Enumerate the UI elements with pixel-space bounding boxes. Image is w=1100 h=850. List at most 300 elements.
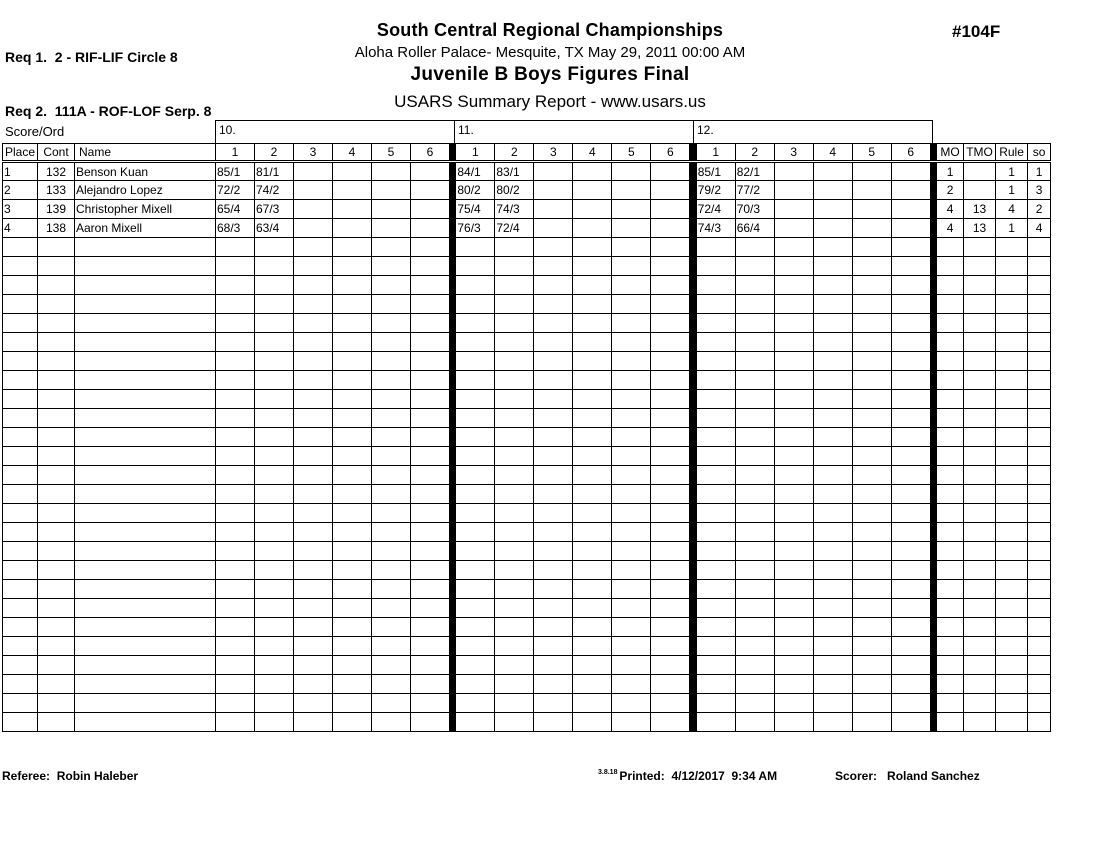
score-cell [651, 618, 690, 637]
score-cell [495, 314, 534, 333]
score-cell [294, 314, 333, 333]
score-cell [651, 409, 690, 428]
score-cell [411, 637, 450, 656]
score-cell [294, 257, 333, 276]
score-cell [456, 466, 495, 485]
score-cell [294, 713, 333, 732]
score-cell [372, 580, 411, 599]
score-cell [891, 181, 930, 200]
score-cell [456, 428, 495, 447]
name-cell [75, 428, 216, 447]
score-cell [411, 333, 450, 352]
rule-cell [996, 447, 1028, 466]
score-cell [852, 428, 891, 447]
judge-col-header: 4 [573, 144, 612, 162]
tmo-cell [964, 162, 996, 181]
mo-cell [937, 637, 964, 656]
score-cell [813, 504, 852, 523]
so-cell [1028, 466, 1051, 485]
tmo-cell [964, 485, 996, 504]
score-cell [735, 580, 774, 599]
score-cell [891, 580, 930, 599]
score-cell [891, 637, 930, 656]
tmo-cell [964, 675, 996, 694]
score-cell [333, 504, 372, 523]
mo-cell [937, 523, 964, 542]
score-cell [255, 295, 294, 314]
score-cell [255, 238, 294, 257]
skater-row [3, 219, 1051, 238]
score-cell [411, 523, 450, 542]
score-cell [696, 409, 735, 428]
score-cell [372, 599, 411, 618]
score-cell [813, 428, 852, 447]
cont-cell [38, 599, 75, 618]
score-cell [852, 637, 891, 656]
cont-cell [38, 409, 75, 428]
score-cell [216, 447, 255, 466]
score-cell [411, 219, 450, 238]
tmo-cell [964, 504, 996, 523]
score-cell [294, 561, 333, 580]
judge-col-header: 2 [495, 144, 534, 162]
score-cell [534, 314, 573, 333]
score-cell [573, 580, 612, 599]
score-cell [774, 599, 813, 618]
cont-cell: 139 [38, 200, 75, 219]
empty-row [3, 675, 1051, 694]
score-cell [612, 504, 651, 523]
requirement-1: Req 1. 2 - RIF-LIF Circle 8 [5, 49, 178, 65]
place-cell [3, 675, 38, 694]
score-cell [612, 181, 651, 200]
score-cell [216, 637, 255, 656]
score-cell [813, 580, 852, 599]
score-cell [651, 542, 690, 561]
score-cell: 76/3 [456, 219, 495, 238]
score-cell [696, 694, 735, 713]
score-cell [612, 409, 651, 428]
score-cell [294, 295, 333, 314]
so-cell [1028, 333, 1051, 352]
cont-cell [38, 257, 75, 276]
score-cell [372, 314, 411, 333]
score-cell [216, 428, 255, 447]
score-cell [735, 257, 774, 276]
score-cell [696, 523, 735, 542]
score-cell [534, 637, 573, 656]
score-cell [456, 675, 495, 694]
score-cell [735, 561, 774, 580]
score-cell [411, 162, 450, 181]
score-cell [813, 295, 852, 314]
score-cell [333, 314, 372, 333]
score-cell [612, 523, 651, 542]
score-cell: 85/1 [216, 162, 255, 181]
score-cell [774, 219, 813, 238]
score-cell [411, 561, 450, 580]
score-cell [852, 257, 891, 276]
score-cell [495, 637, 534, 656]
score-cell [696, 599, 735, 618]
score-cell [735, 371, 774, 390]
cont-cell [38, 428, 75, 447]
tmo-cell [964, 390, 996, 409]
score-cell [216, 390, 255, 409]
so-cell [1028, 523, 1051, 542]
score-cell [735, 352, 774, 371]
score-cell [411, 409, 450, 428]
score-cell [735, 504, 774, 523]
score-cell [651, 162, 690, 181]
score-cell [456, 637, 495, 656]
score-cell: 68/3 [216, 219, 255, 238]
score-cell [813, 561, 852, 580]
tmo-cell [964, 656, 996, 675]
score-cell [495, 466, 534, 485]
rule-cell [996, 390, 1028, 409]
score-cell [852, 200, 891, 219]
score-cell [294, 504, 333, 523]
name-cell [75, 485, 216, 504]
score-cell [411, 504, 450, 523]
score-cell [495, 561, 534, 580]
score-cell [852, 371, 891, 390]
score-cell [294, 200, 333, 219]
score-cell [255, 276, 294, 295]
title-block [0, 20, 1100, 112]
score-cell [495, 257, 534, 276]
score-cell [612, 238, 651, 257]
score-cell [216, 466, 255, 485]
name-cell: Christopher Mixell [75, 200, 216, 219]
so-cell [1028, 694, 1051, 713]
score-cell [774, 295, 813, 314]
cont-cell [38, 238, 75, 257]
score-cell [495, 713, 534, 732]
rule-cell [996, 542, 1028, 561]
score-cell [852, 713, 891, 732]
rule-cell [996, 409, 1028, 428]
score-cell [573, 295, 612, 314]
cont-cell: 138 [38, 219, 75, 238]
event-title: Juvenile B Boys Figures Final [410, 64, 690, 85]
score-cell [651, 580, 690, 599]
score-cell [852, 523, 891, 542]
score-cell: 63/4 [255, 219, 294, 238]
so-cell [1028, 485, 1051, 504]
score-cell [216, 504, 255, 523]
score-cell [852, 618, 891, 637]
score-cell [573, 428, 612, 447]
score-cell [534, 295, 573, 314]
score-cell [411, 257, 450, 276]
score-cell [495, 409, 534, 428]
col-header-mo: MO [937, 144, 964, 162]
so-cell [1028, 314, 1051, 333]
so-cell [1028, 561, 1051, 580]
score-cell [411, 542, 450, 561]
mo-cell [937, 675, 964, 694]
place-cell [3, 485, 38, 504]
score-cell [696, 618, 735, 637]
score-cell [852, 656, 891, 675]
score-cell [651, 504, 690, 523]
score-cell [534, 580, 573, 599]
score-cell [696, 371, 735, 390]
empty-row [3, 694, 1051, 713]
name-cell [75, 561, 216, 580]
score-cell [333, 694, 372, 713]
so-cell: 4 [1028, 219, 1051, 238]
score-cell [255, 428, 294, 447]
score-table-head [3, 144, 1051, 162]
name-cell [75, 295, 216, 314]
score-cell [534, 656, 573, 675]
col-header-so: so [1028, 144, 1051, 162]
score-cell [852, 181, 891, 200]
score-cell: 81/1 [255, 162, 294, 181]
cont-cell [38, 485, 75, 504]
mo-cell [937, 656, 964, 675]
place-cell [3, 618, 38, 637]
score-cell [612, 333, 651, 352]
score-cell [612, 675, 651, 694]
so-cell [1028, 675, 1051, 694]
cont-cell [38, 580, 75, 599]
figure-group-header-11: 11. [454, 120, 694, 144]
score-cell [891, 352, 930, 371]
score-cell [495, 485, 534, 504]
score-cell [813, 656, 852, 675]
score-cell [534, 333, 573, 352]
tmo-cell [964, 295, 996, 314]
score-cell [495, 542, 534, 561]
requirement-2: Req 2. 111A - ROF-LOF Serp. 8 [5, 103, 212, 119]
score-cell [294, 485, 333, 504]
score-cell [774, 713, 813, 732]
score-cell [255, 371, 294, 390]
rule-cell [996, 428, 1028, 447]
score-cell [774, 561, 813, 580]
mo-cell [937, 257, 964, 276]
score-cell [411, 181, 450, 200]
place-cell [3, 523, 38, 542]
mo-cell [937, 485, 964, 504]
score-cell [534, 504, 573, 523]
score-cell [813, 485, 852, 504]
score-cell: 65/4 [216, 200, 255, 219]
score-cell [372, 352, 411, 371]
score-cell [696, 276, 735, 295]
score-cell [651, 561, 690, 580]
score-cell [696, 580, 735, 599]
score-cell [333, 561, 372, 580]
score-cell [294, 333, 333, 352]
score-cell [294, 162, 333, 181]
score-cell [495, 618, 534, 637]
cont-cell [38, 675, 75, 694]
judge-col-header: 5 [612, 144, 651, 162]
score-cell [774, 371, 813, 390]
score-cell [294, 656, 333, 675]
place-cell [3, 561, 38, 580]
score-cell [774, 694, 813, 713]
score-cell [651, 523, 690, 542]
mo-cell [937, 352, 964, 371]
score-cell [411, 694, 450, 713]
score-cell [294, 466, 333, 485]
score-cell [333, 333, 372, 352]
score-cell: 80/2 [456, 181, 495, 200]
score-cell [534, 523, 573, 542]
score-cell [456, 485, 495, 504]
score-cell [696, 238, 735, 257]
score-cell [495, 352, 534, 371]
score-cell [612, 599, 651, 618]
tmo-cell [964, 523, 996, 542]
score-cell [372, 694, 411, 713]
tmo-cell: 13 [964, 219, 996, 238]
score-cell [534, 352, 573, 371]
so-cell: 2 [1028, 200, 1051, 219]
score-cell [813, 162, 852, 181]
score-cell [612, 428, 651, 447]
empty-row [3, 713, 1051, 732]
score-cell [495, 599, 534, 618]
score-cell [255, 352, 294, 371]
score-cell: 74/2 [255, 181, 294, 200]
score-cell [813, 333, 852, 352]
score-cell [696, 257, 735, 276]
score-cell [651, 333, 690, 352]
name-cell: Aaron Mixell [75, 219, 216, 238]
score-cell: 83/1 [495, 162, 534, 181]
score-cell [774, 162, 813, 181]
cont-cell [38, 694, 75, 713]
judge-col-header: 1 [216, 144, 255, 162]
score-cell [333, 466, 372, 485]
score-cell [573, 371, 612, 390]
score-cell [891, 675, 930, 694]
score-cell [735, 656, 774, 675]
name-cell [75, 656, 216, 675]
score-cell [891, 428, 930, 447]
score-cell [813, 618, 852, 637]
place-cell [3, 694, 38, 713]
rule-cell [996, 371, 1028, 390]
score-cell [534, 390, 573, 409]
rule-cell [996, 637, 1028, 656]
name-cell [75, 694, 216, 713]
judge-col-header: 2 [735, 144, 774, 162]
empty-row [3, 523, 1051, 542]
score-cell [813, 181, 852, 200]
score-cell [411, 447, 450, 466]
software-version: 3.8.18 [598, 769, 620, 776]
score-cell: 77/2 [735, 181, 774, 200]
score-cell [813, 599, 852, 618]
score-cell [216, 599, 255, 618]
score-cell [573, 485, 612, 504]
score-cell [696, 333, 735, 352]
name-cell [75, 504, 216, 523]
score-cell [573, 675, 612, 694]
mo-cell: 2 [937, 181, 964, 200]
score-cell [372, 713, 411, 732]
score-cell [852, 390, 891, 409]
score-cell [651, 390, 690, 409]
empty-row [3, 314, 1051, 333]
score-cell [294, 694, 333, 713]
score-cell [333, 371, 372, 390]
score-cell [891, 314, 930, 333]
score-cell [573, 276, 612, 295]
score-cell [612, 257, 651, 276]
score-cell [774, 675, 813, 694]
score-cell [294, 637, 333, 656]
score-cell [456, 352, 495, 371]
skater-row [3, 181, 1051, 200]
score-cell [333, 485, 372, 504]
so-cell [1028, 428, 1051, 447]
tmo-cell [964, 333, 996, 352]
score-cell [735, 428, 774, 447]
tmo-cell [964, 276, 996, 295]
score-cell [216, 675, 255, 694]
rule-cell [996, 694, 1028, 713]
score-cell [255, 637, 294, 656]
report-type-line: USARS Summary Report - www.usars.us [394, 92, 706, 111]
score-cell [255, 485, 294, 504]
score-cell [294, 428, 333, 447]
score-cell [696, 295, 735, 314]
place-cell [3, 542, 38, 561]
score-cell [216, 618, 255, 637]
cont-cell [38, 352, 75, 371]
score-cell [651, 219, 690, 238]
score-cell [534, 162, 573, 181]
score-cell [294, 390, 333, 409]
score-cell [372, 675, 411, 694]
cont-cell [38, 713, 75, 732]
score-cell [411, 276, 450, 295]
judge-col-header: 2 [255, 144, 294, 162]
score-cell [333, 219, 372, 238]
score-cell [852, 561, 891, 580]
score-cell [852, 466, 891, 485]
score-cell [216, 523, 255, 542]
so-cell [1028, 504, 1051, 523]
score-cell [612, 200, 651, 219]
score-cell [735, 485, 774, 504]
referee-name: Robin Haleber [56, 769, 139, 783]
score-cell: 72/2 [216, 181, 255, 200]
so-cell [1028, 371, 1051, 390]
score-cell: 84/1 [456, 162, 495, 181]
score-cell [852, 485, 891, 504]
score-cell [612, 276, 651, 295]
score-cell [735, 295, 774, 314]
score-cell [735, 694, 774, 713]
score-cell [255, 333, 294, 352]
score-cell [774, 485, 813, 504]
score-cell [813, 542, 852, 561]
empty-row [3, 333, 1051, 352]
score-cell [294, 447, 333, 466]
score-cell [813, 390, 852, 409]
place-cell [3, 656, 38, 675]
